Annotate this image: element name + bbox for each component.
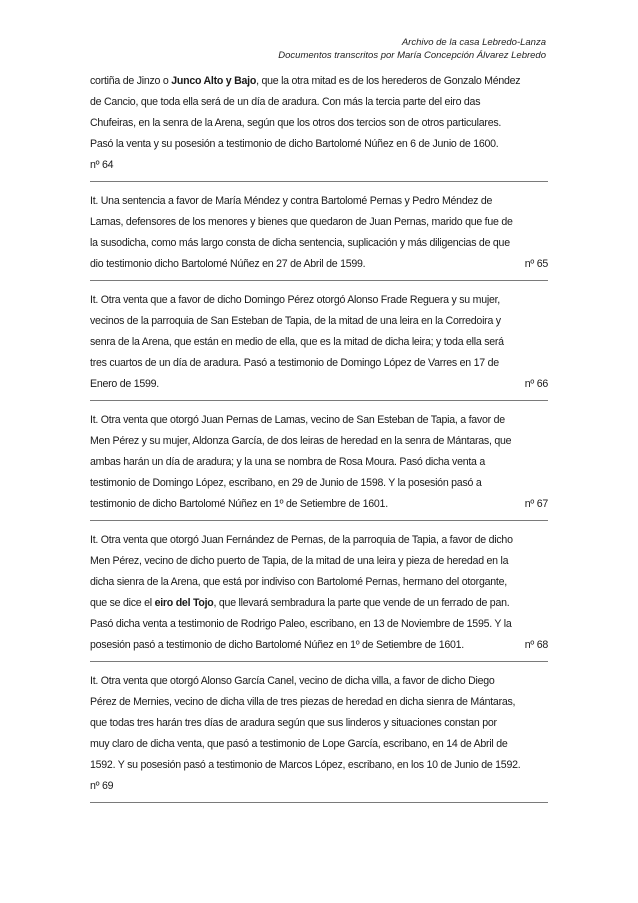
text-line: 1592. Y su posesión pasó a testimonio de Marcos López, escribano, en los 10 de Junio de 1592. <box>90 759 521 771</box>
text-line: dicha sienra de la Arena, que está por indiviso con Bartolomé Pernas, hermano del otorgante, <box>90 576 507 588</box>
text-line <box>90 71 548 92</box>
text-line: de Cancio, que toda ella será de un día de aradura. Con más la tercia parte del eiro das <box>90 96 481 108</box>
document-entry <box>90 70 548 182</box>
text-line: testimonio de Domingo López, escribano, en 29 de Junio de 1598. Y la posesión pasó a <box>90 477 482 489</box>
text-line: senra de la Arena, que están en medio de ella, que es la mitad de dicha leira; y toda ella será <box>90 336 504 348</box>
line-text: cortiña de Jinzo o <box>90 75 172 87</box>
text-line: la susodicha, como más largo consta de dicha sentencia, suplicación y más diligencias de que <box>90 237 510 249</box>
line-text: , que llevará sembradura la parte que vende de un ferrado de pan. <box>213 597 510 609</box>
text-line: It. Otra venta que otorgó Alonso García Canel, vecino de dicha villa, a favor de dicho Diego <box>90 675 495 687</box>
document-entry <box>90 662 548 803</box>
text-line <box>90 593 548 614</box>
archive-header <box>278 36 546 62</box>
text-line <box>90 494 548 515</box>
entry-number: nº 65 <box>524 258 548 270</box>
bold-place-name: Junco Alto y Bajo <box>171 75 257 87</box>
text-line: It. Otra venta que otorgó Juan Pernas de Lamas, vecino de San Esteban de Tapia, a favor de <box>90 414 505 426</box>
text-line: Men Pérez, vecino de dicho puerto de Tapia, de la mitad de una leira y pieza de heredad en la <box>90 555 509 567</box>
text-line: nº 69 <box>90 780 114 792</box>
text-line: vecinos de la parroquia de San Esteban de Tapia, de la mitad de una leira en la Corredoira y <box>90 315 501 327</box>
bold-place-name: eiro del Tojo <box>154 597 214 609</box>
text-line: Pasó la venta y su posesión a testimonio de dicho Bartolomé Núñez en 6 de Junio de 1600. <box>90 138 499 150</box>
line-text: , que la otra mitad es de los herederos de Gonzalo Méndez <box>256 75 521 87</box>
text-line <box>90 635 548 656</box>
text-line: ambas harán un día de aradura; y la una se nombra de Rosa Moura. Pasó dicha venta a <box>90 456 486 468</box>
text-line <box>90 254 548 275</box>
line-text: posesión pasó a testimonio de dicho Bartolomé Núñez en 1º de Setiembre de 1601. <box>90 639 464 651</box>
archive-subtitle: Documentos transcritos por María Concepción Álvarez Lebredo <box>278 50 546 61</box>
text-line: Lamas, defensores de los menores y bienes que quedaron de Juan Pernas, marido que fue de <box>90 216 513 228</box>
text-line: nº 64 <box>90 159 114 171</box>
document-entry <box>90 281 548 401</box>
entry-number: nº 66 <box>524 378 548 390</box>
document-entry <box>90 521 548 662</box>
line-text: testimonio de dicho Bartolomé Núñez en 1º de Setiembre de 1601. <box>90 498 388 510</box>
document-entry <box>90 182 548 281</box>
text-line: muy claro de dicha venta, que pasó a testimonio de Lope García, escribano, en 14 de Abril de <box>90 738 508 750</box>
archive-title: Archivo de la casa Lebredo-Lanza <box>401 37 546 48</box>
entry-number: nº 67 <box>524 498 548 510</box>
entry-number: nº 68 <box>524 639 548 651</box>
text-line <box>90 374 548 395</box>
text-line: que todas tres harán tres días de aradura según que sus linderos y situaciones constan por <box>90 717 497 729</box>
text-line: It. Otra venta que otorgó Juan Fernández de Pernas, de la parroquia de Tapia, a favor de dicho <box>90 534 513 546</box>
text-line: Pérez de Mernies, vecino de dicha villa de tres piezas de heredad en dicha sienra de Mántaras, <box>90 696 516 708</box>
document-entry <box>90 401 548 521</box>
line-text: dio testimonio dicho Bartolomé Núñez en 27 de Abril de 1599. <box>90 258 366 270</box>
line-text: que se dice el <box>90 597 155 609</box>
document-body <box>90 70 548 803</box>
text-line: Chufeiras, en la senra de la Arena, según que los otros dos tercios son de otros particulares. <box>90 117 502 129</box>
text-line: Pasó dicha venta a testimonio de Rodrigo Paleo, escribano, en 13 de Noviembre de 1595. Y la <box>90 618 512 630</box>
text-line: tres cuartos de un día de aradura. Pasó a testimonio de Domingo López de Varres en 17 de <box>90 357 499 369</box>
text-line: Men Pérez y su mujer, Aldonza García, de dos leiras de heredad en la senra de Mántaras, que <box>90 435 512 447</box>
text-line: It. Otra venta que a favor de dicho Domingo Pérez otorgó Alonso Frade Reguera y su mujer, <box>90 294 500 306</box>
line-text: Enero de 1599. <box>90 378 159 390</box>
text-line: It. Una sentencia a favor de María Méndez y contra Bartolomé Pernas y Pedro Méndez de <box>90 195 493 207</box>
